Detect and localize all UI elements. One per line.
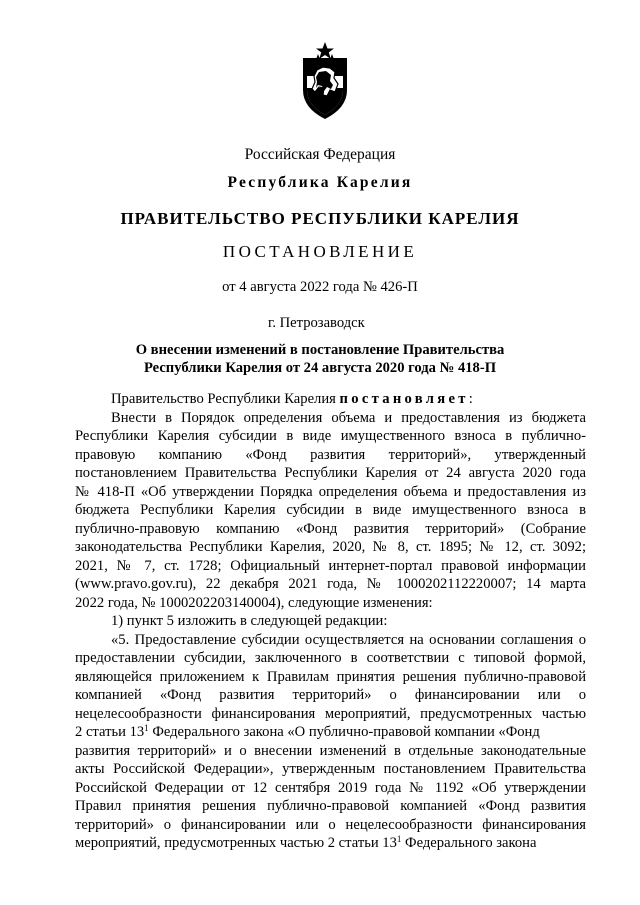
body-line: нецелесообразности финансирования мероприятий, предусмотренных частью — [75, 705, 586, 722]
document-type: ПОСТАНОВЛЕНИЕ — [222, 242, 418, 261]
text-part: мероприятий, предусмотренных частью 2 статьи 13 — [75, 835, 397, 851]
body-line: 1) пункт 5 изложить в следующей редакции: — [111, 613, 388, 629]
date-and-number: от 4 августа 2022 года № 426-П — [222, 279, 418, 295]
body-line: 2021, № 7, ст. 1728; Официальный интернет-портал правовой информации — [75, 557, 586, 574]
body-line: постановлением Правительства Республики Карелия от 24 августа 2020 года — [75, 465, 586, 481]
body-line: Республики Карелия субсидии в виде имущественного взноса в публично- — [75, 428, 586, 444]
text-part: 2 статьи 13 — [75, 724, 145, 740]
subject-line-1: О внесении изменений в постановление Правительства — [135, 342, 505, 358]
body-line: компанией «Фонд развития территорий» о финансировании или о — [75, 687, 586, 703]
document-body — [75, 390, 586, 853]
body-line: правовую компанию «Фонд развития территорий», утвержденный — [75, 446, 586, 463]
body-line: являющейся приложением к Правилам принятия решения публично-правовой — [75, 668, 586, 685]
body-line: предоставлении субсидии, заключенного в соответствии с типовой формой, — [75, 650, 586, 666]
document-subject — [0, 341, 640, 377]
government-name: ПРАВИТЕЛЬСТВО РЕСПУБЛИКИ КАРЕЛИЯ — [120, 209, 520, 228]
body-line: публично-правовую компанию «Фонд развития территорий» (Собрание — [75, 520, 586, 537]
preamble — [75, 390, 586, 409]
body-line: бюджета Республики Карелия субсидии в виде имущественного взноса в — [75, 502, 586, 518]
preamble-colon: : — [468, 391, 473, 407]
superscript: 1 — [144, 723, 149, 733]
body-line: «5. Предоставление субсидии осуществляется на основании соглашения о — [111, 631, 586, 648]
body-line-with-superscript — [75, 834, 586, 853]
text-part: Федерального закона — [401, 835, 537, 851]
country-name: Российская Федерация — [244, 146, 396, 163]
body-line-with-superscript — [75, 723, 586, 742]
body-line: Правил принятия решения публично-правовой компанией «Фонд развития — [75, 798, 586, 814]
superscript: 1 — [396, 834, 402, 844]
preamble-verb: постановляет — [339, 391, 469, 407]
body-line: 2022 года, № 1000202203140004), следующие изменения: — [75, 594, 433, 611]
body-line: законодательства Республики Карелия, 2020, № 8, ст. 1895; № 12, ст. 3092; — [75, 539, 586, 555]
body-line: Российской Федерации от 12 сентября 2019 года № 1192 «Об утверждении — [75, 779, 586, 796]
text-part: Федерального закона «О публично-правовой компании «Фонд — [148, 724, 540, 740]
body-line: территорий» о финансировании или о нецелесообразности финансирования — [75, 816, 586, 833]
body-line: № 418-П «Об утверждении Порядка определения объема и предоставления из — [75, 483, 586, 500]
city: г. Петрозаводск — [268, 315, 365, 331]
body-line: Внести в Порядок определения объема и предоставления из бюджета — [111, 409, 586, 426]
body-line: акты Российской Федерации», утвержденным постановлением Правительства — [75, 761, 586, 777]
body-line: (www.pravo.gov.ru), 22 декабря 2021 года, № 1000202112220007; 14 марта — [75, 576, 586, 592]
subject-line-2: Республики Карелия от 24 августа 2020 года № 418-П — [143, 360, 497, 376]
republic-name: Республика Карелия — [227, 174, 413, 191]
body-line: развития территорий» и о внесении изменений в отдельные законодательные — [75, 742, 586, 759]
preamble-text: Правительство Республики Карелия — [111, 391, 336, 407]
coat-of-arms-emblem — [297, 40, 353, 122]
